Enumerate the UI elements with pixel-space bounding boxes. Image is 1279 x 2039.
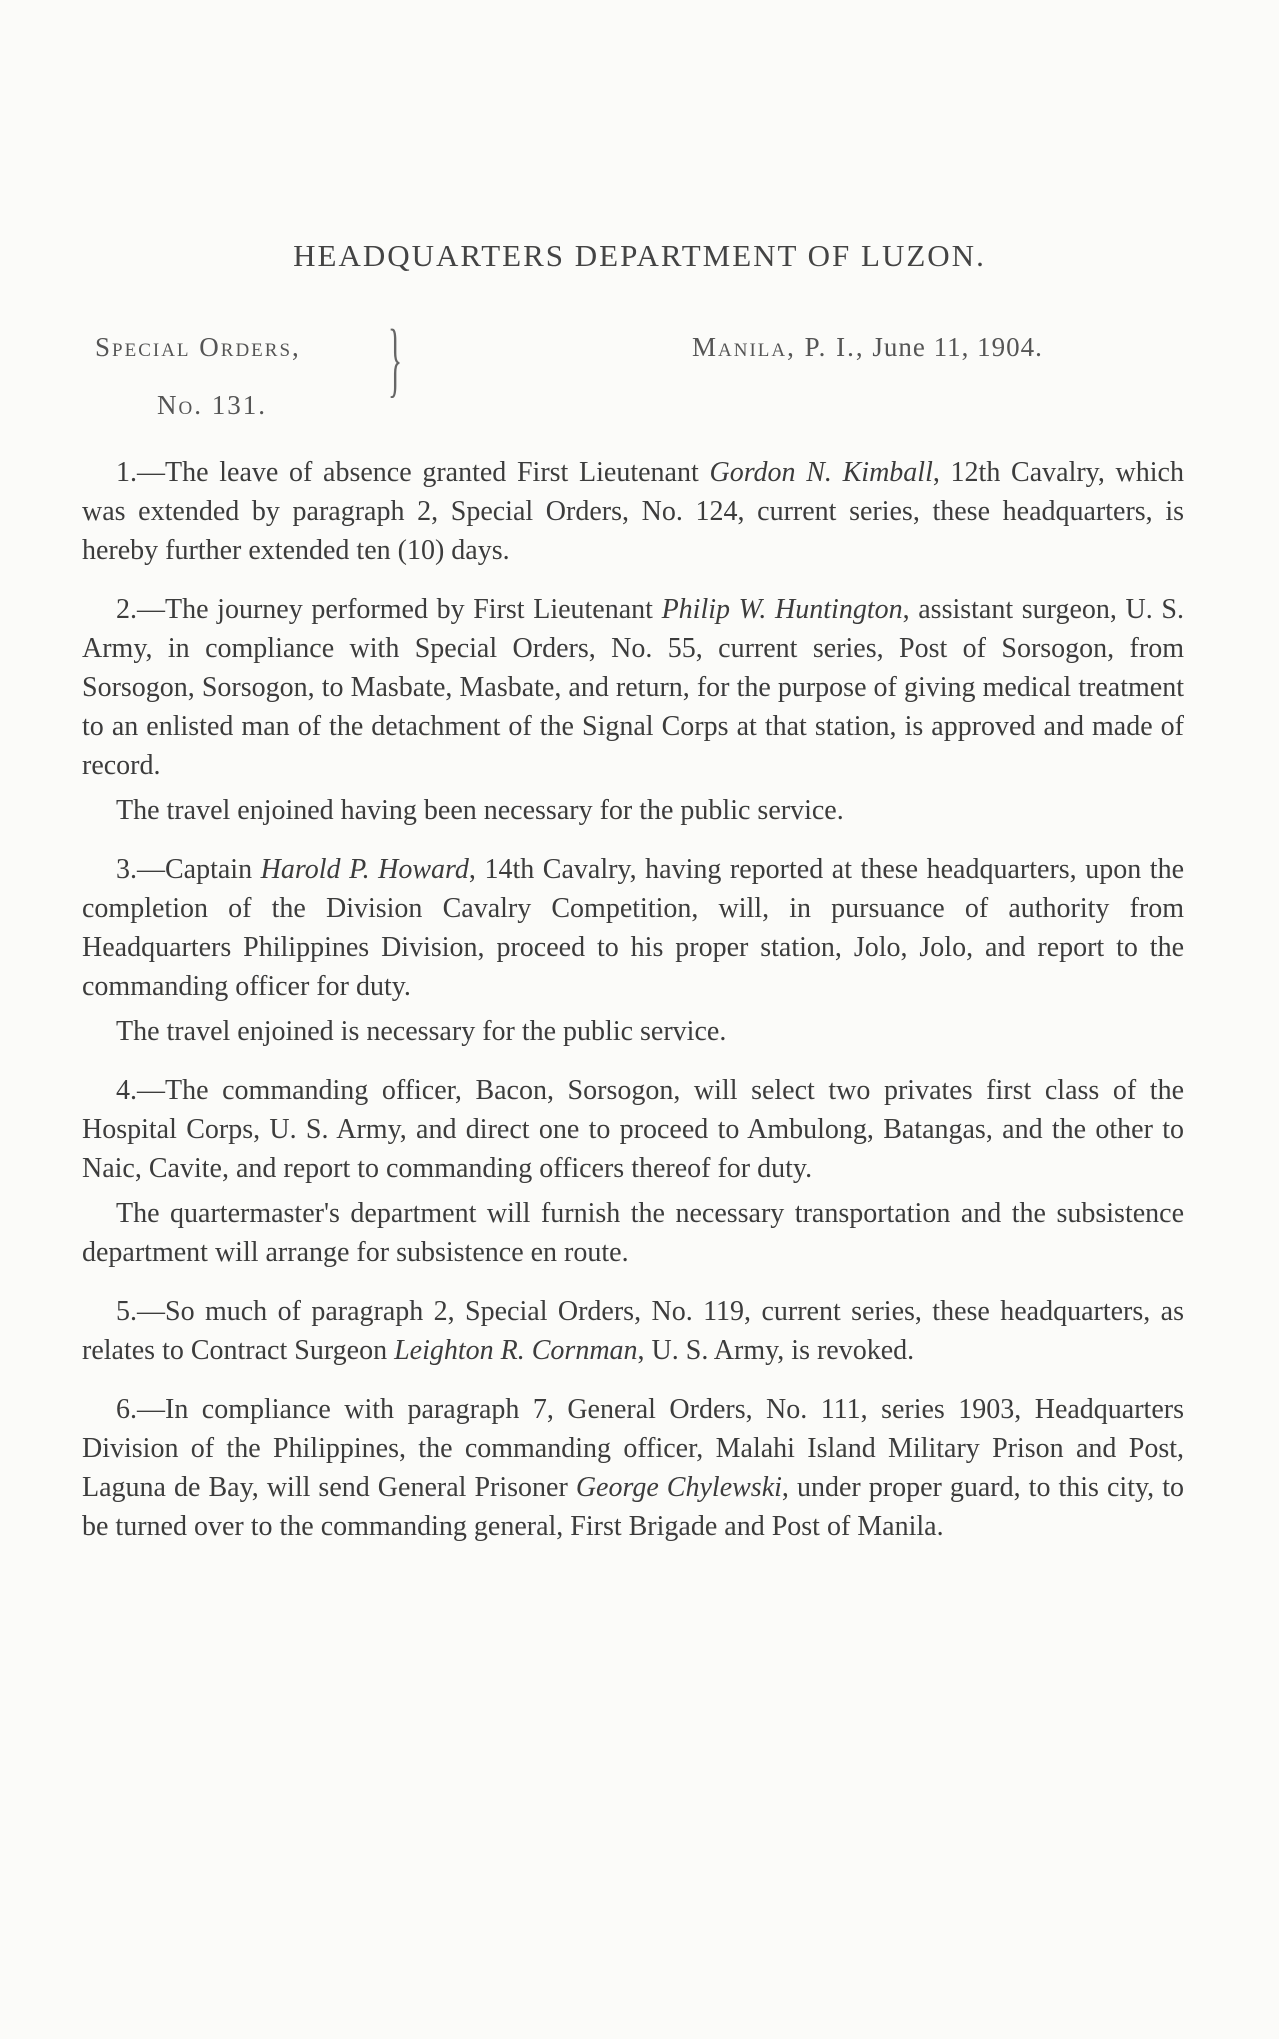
officer-name: Harold P. Howard	[260, 854, 469, 885]
paragraph-2-note: The travel enjoined having been necessary for the public service.	[116, 795, 844, 826]
paragraph-5: 5.—So much of paragraph 2, Special Orders, No. 119, current series, these headquarters, as relates to Contract Surgeon Leighton R. Cornman, U. S. Army, is revoked.	[82, 1296, 1184, 1366]
orders-designation	[95, 318, 301, 434]
prisoner-name: George Chylewski	[575, 1472, 782, 1503]
place: Manila, P. I.,	[692, 332, 865, 362]
orders-label: Special Orders,	[95, 332, 301, 362]
paragraph-3-note: The travel enjoined is necessary for the public service.	[116, 1016, 727, 1047]
orders-body	[82, 453, 1184, 1566]
paragraph-4-note: The quartermaster's department will furnish the necessary transportation and the subsistence department will arrange for subsistence en route.	[82, 1198, 1184, 1268]
place-date	[692, 332, 1043, 363]
paragraph-1: 1.—The leave of absence granted First Lieutenant Gordon N. Kimball, 12th Cavalry, which was extended by paragraph 2, Special Orders, No. 124, current series, these headquarters, is hereby further extended ten (10) days.	[82, 457, 1184, 566]
document-heading: HEADQUARTERS DEPARTMENT OF LUZON.	[293, 238, 986, 273]
paragraph-4: 4.—The commanding officer, Bacon, Sorsogon, will select two privates first class of the Hospital Corps, U. S. Army, and direct one to proceed to Ambulong, Batangas, and the other to Naic, Cavite, and report to commanding officers thereof for duty.	[82, 1075, 1184, 1184]
paragraph-6: 6.—In compliance with paragraph 7, General Orders, No. 111, series 1903, Headquarters Division of the Philippines, the commanding officer, Malahi Island Military Prison and Post, Laguna de Bay, will send General Prisoner George Chylewski, under proper guard, to this city, to be turned over to the commanding general, First Brigade and Post of Manila.	[82, 1394, 1184, 1542]
brace-mark: }	[388, 313, 403, 406]
paragraph-2: 2.—The journey performed by First Lieutenant Philip W. Huntington, assistant surgeon, U. S. Army, in compliance with Special Orders, No. 55, current series, Post of Sorsogon, from Sorsogon, Sorsogon, to Masbate, Masbate, and return, for the purpose of giving medical treatment to an enlisted man of the detachment of the Signal Corps at that station, is approved and made of record.	[82, 594, 1184, 781]
officer-name: Gordon N. Kimball	[709, 457, 933, 488]
officer-name: Philip W. Huntington	[661, 594, 903, 625]
officer-name: Leighton R. Cornman	[394, 1335, 638, 1366]
paragraph-3: 3.—Captain Harold P. Howard, 14th Cavalry, having reported at these headquarters, upon the completion of the Division Cavalry Competition, will, in pursuance of authority from Headquarters Philippines Division, proceed to his proper station, Jolo, Jolo, and report to the commanding officer for duty.	[82, 854, 1184, 1002]
orders-number: No. 131.	[157, 390, 267, 420]
date: June 11, 1904.	[872, 332, 1043, 362]
